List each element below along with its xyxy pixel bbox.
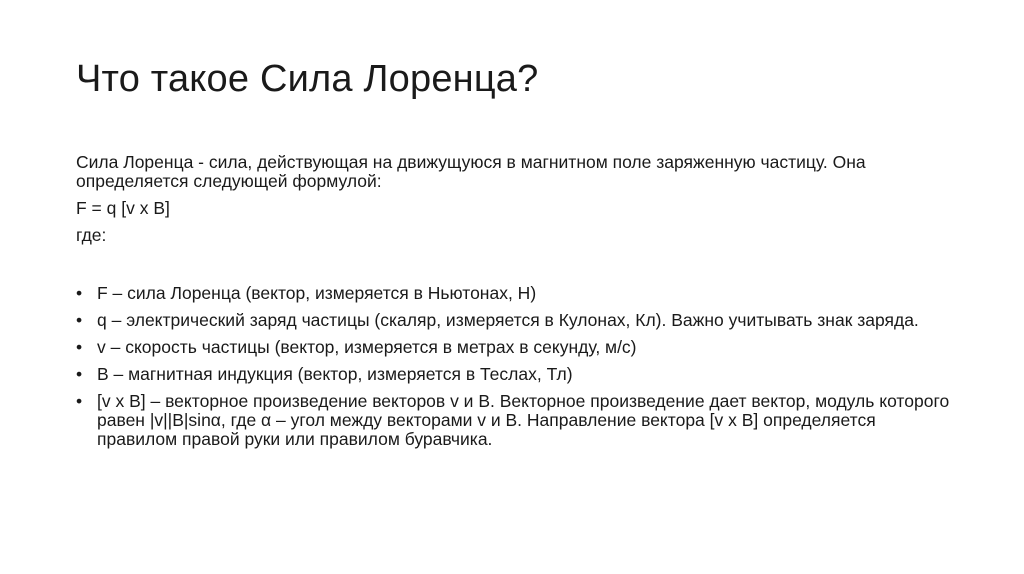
bullet-dot-icon: •: [76, 283, 83, 303]
bullet-text: v – скорость частицы (вектор, измеряется в метрах в секунду, м/с): [97, 337, 637, 357]
bullet-item-v: [76, 338, 956, 357]
bullet-item-cross-product: [76, 392, 956, 449]
bullet-item-b: [76, 365, 956, 384]
spacer: [76, 253, 956, 284]
bullet-item-f: [76, 284, 956, 303]
formula-text: F = q [v x B]: [76, 198, 170, 218]
bullet-text: F – сила Лоренца (вектор, измеряется в Ньютонах, Н): [97, 283, 537, 303]
intro-text: Сила Лоренца - сила, действующая на движущуюся в магнитном поле заряженную частицу. Она определяется следующей формулой:: [76, 152, 866, 191]
bullet-dot-icon: •: [76, 364, 83, 384]
slide-body: [76, 153, 956, 457]
bullet-item-q: [76, 311, 956, 330]
bullet-dot-icon: •: [76, 391, 83, 411]
bullet-text: B – магнитная индукция (вектор, измеряется в Теслах, Тл): [97, 364, 573, 384]
bullet-dot-icon: •: [76, 337, 83, 357]
slide-title: Что такое Сила Лоренца?: [76, 58, 539, 100]
bullet-text: [v x B] – векторное произведение векторов v и B. Векторное произведение дает вектор, модуль которого равен |v||B|sinα, где α – угол между векторами v и B. Направление вектора [v x B] определяется правилом правой руки или правилом буравчика.: [97, 391, 950, 449]
bullet-text: q – электрический заряд частицы (скаляр, измеряется в Кулонах, Кл). Важно учитывать знак заряда.: [97, 310, 919, 330]
bullet-dot-icon: •: [76, 310, 83, 330]
where-label: где:: [76, 225, 107, 245]
